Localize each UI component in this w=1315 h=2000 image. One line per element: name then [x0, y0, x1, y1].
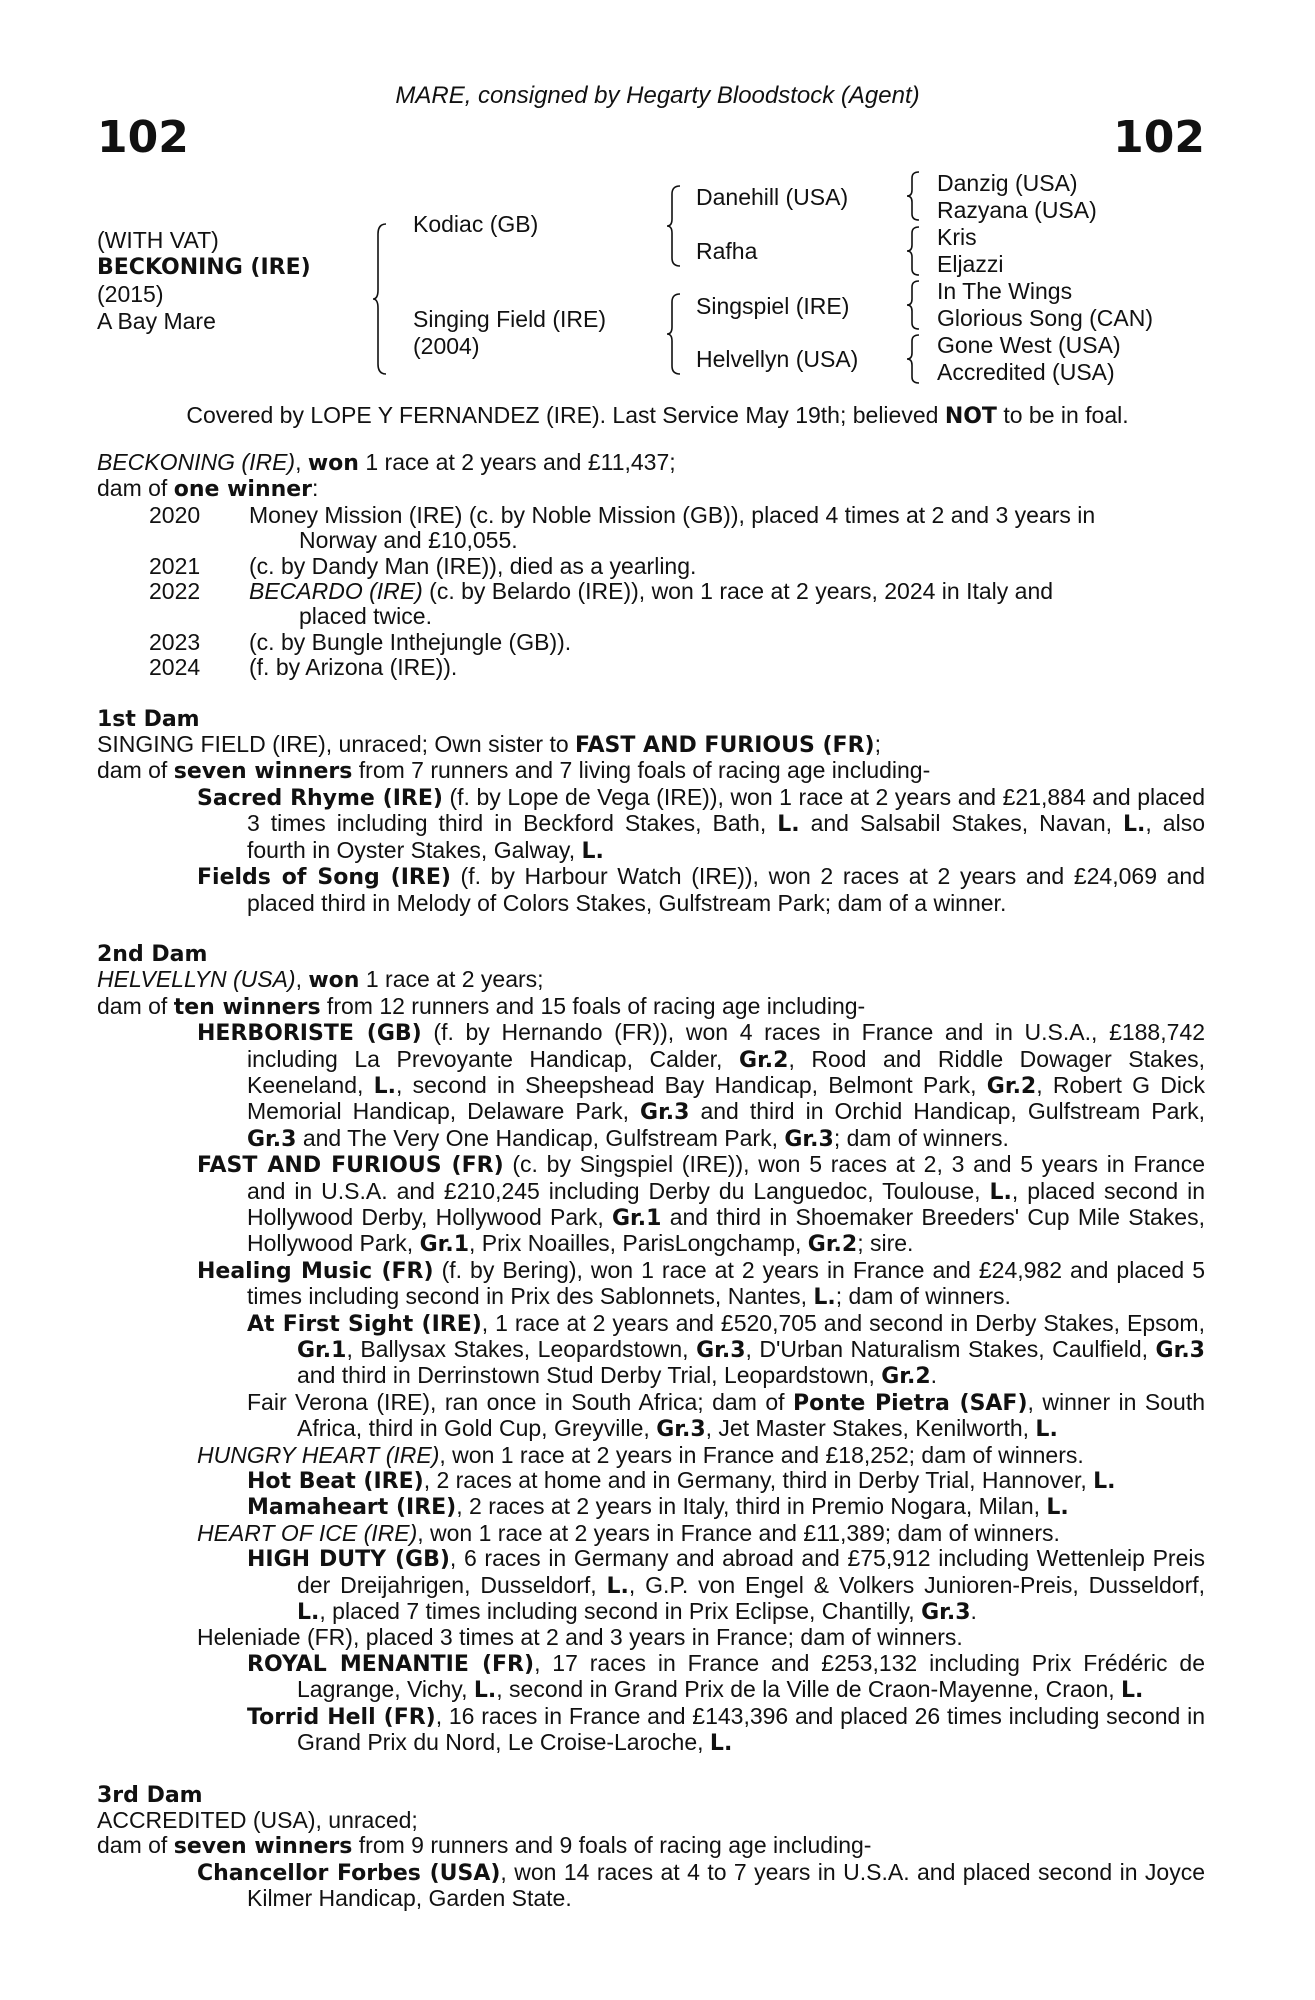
ggp-6: Glorious Song (CAN) [937, 305, 1154, 331]
pedigree-bracket-sire [666, 184, 686, 268]
bracket-g3 [906, 279, 924, 333]
covered-note: Covered by LOPE Y FERNANDEZ (IRE). Last Service May 19th; believed NOT to be in foal. [186, 402, 1129, 429]
first-dam-line: SINGING FIELD (IRE), unraced; Own sister to FAST AND FURIOUS (FR); [97, 731, 881, 759]
produce-entry: Heleniade (FR), placed 3 times at 2 and 3 years in France; dam of winners. [197, 1624, 963, 1651]
pedigree-bracket-main [372, 222, 392, 376]
ggp-7: Gone West (USA) [937, 332, 1121, 358]
produce-entry: Hot Beat (IRE), 2 races at home and in Germany, third in Derby Trial, Hannover, L. [247, 1467, 1116, 1495]
produce-entry: Healing Music (FR) (f. by Bering), won 1 race at 2 years in France and £24,982 and placed 5 times including second in Prix des Sablonnets, Nantes, L.; dam of winners. [197, 1256, 1205, 1311]
dam-dam: Helvellyn (USA) [696, 346, 859, 372]
produce-entry: Chancellor Forbes (USA), won 14 races at 4 to 7 years in U.S.A. and placed second in Joyce Kilmer Handicap, Garden State. [197, 1858, 1205, 1912]
first-dam-heading: 1st Dam [97, 706, 200, 732]
sire-dam: Rafha [696, 238, 758, 264]
bracket-g2 [906, 225, 924, 279]
ggp-3: Kris [937, 224, 977, 250]
second-dam-heading: 2nd Dam [97, 941, 208, 967]
horse-year: (2015) [97, 281, 164, 307]
progeny-row: 2024 (f. by Arizona (IRE)). [149, 654, 458, 681]
second-dam-line: HELVELLYN (USA), won 1 race at 2 years; [97, 966, 544, 994]
third-dam-line: ACCREDITED (USA), unraced; [97, 1806, 418, 1833]
produce-entry: Sacred Rhyme (IRE) (f. by Lope de Vega (IRE)), won 1 race at 2 years and £21,884 and placed 3 times including third in Beckford Stakes, Bath, L. and Salsabil Stakes, Navan, L., also fourth in Oyster Stakes, Galway, L. [197, 783, 1206, 864]
vat-note: (WITH VAT) [97, 227, 219, 253]
produce-entry: HUNGRY HEART (IRE), won 1 race at 2 years in France and £18,252; dam of winners. [197, 1441, 1084, 1468]
pedigree-bracket-dam [666, 292, 686, 376]
ggp-5: In The Wings [937, 278, 1073, 304]
progeny-row: 2021 (c. by Dandy Man (IRE)), died as a yearling. [149, 552, 697, 579]
produce-entry: At First Sight (IRE), 1 race at 2 years and £520,705 and second in Derby Stakes, Epsom, Gr.1, Ballysax Stakes, Leopardstown, Gr.3, D'Urban Naturalism Stakes, Caulfield, Gr.3 and third in Derrinstown Stud Derby Trial, Leopardstown, Gr.2. [247, 1309, 1205, 1390]
catalogue-body [97, 450, 1205, 1912]
progeny-row: 2023 (c. by Bungle Inthejungle (GB)). [149, 628, 572, 655]
produce-entry: Fair Verona (IRE), ran once in South Africa; dam of Ponte Pietra (SAF), winner in South Africa, third in Gold Cup, Greyville, Gr.3, Jet Master Stakes, Kenilworth, L. [247, 1388, 1206, 1443]
horse-description: A Bay Mare [97, 308, 216, 334]
produce-entry: HEART OF ICE (IRE), won 1 race at 2 years in France and £11,389; dam of winners. [197, 1519, 1060, 1546]
dam-sire: Singspiel (IRE) [696, 293, 850, 319]
third-dam-heading: 3rd Dam [97, 1782, 203, 1808]
first-dam-produce: dam of seven winners from 7 runners and 7 living foals of racing age including- [97, 757, 931, 785]
dam-year: (2004) [413, 333, 480, 359]
produce-entry: HERBORISTE (GB) (f. by Hernando (FR)), won 4 races in France and in U.S.A., £188,742 including La Prevoyante Handicap, Calder, Gr.2, Rood and Riddle Dowager Stakes, Keeneland, L., second in Sheepshead Bay Handicap, Belmont Park, Gr.2, Robert G Dick Memorial Handicap, Delaware Park, Gr.3 and third in Orchid Handicap, Gulfstream Park, Gr.3 and The Very One Handicap, Gulfstream Park, Gr.3; dam of winners. [197, 1019, 1205, 1152]
produce-entry: Mamaheart (IRE), 2 races at 2 years in Italy, third in Premio Nogara, Milan, L. [247, 1493, 1069, 1521]
progeny-row: 2022 BECARDO (IRE) (c. by Belardo (IRE)), won 1 race at 2 years, 2024 in Italy and placed twice. [149, 578, 1054, 630]
dam-name-block [413, 306, 606, 360]
ggp-2: Razyana (USA) [937, 197, 1097, 223]
progeny-row: 2020 Money Mission (IRE) (c. by Noble Mission (GB)), placed 4 times at 2 and 3 years in Norway and £10,055. [149, 501, 1096, 554]
horse-name: BECKONING (IRE) [97, 255, 311, 280]
mare-record: BECKONING (IRE), won 1 race at 2 years and £11,437; [97, 449, 676, 476]
produce-entry: ROYAL MENANTIE (FR), 17 races in France and £253,132 including Prix Frédéric de Lagrange, Vichy, L., second in Grand Prix de la Ville de Craon-Mayenne, Craon, L. [247, 1649, 1205, 1704]
ggp-4: Eljazzi [937, 251, 1004, 277]
produce-entry: HIGH DUTY (GB), 6 races in Germany and abroad and £75,912 including Wettenleip Preis der Dreijahrigen, Dusseldorf, L., G.P. von Engel & Volkers Junioren-Preis, Dusseldorf, L., placed 7 times including second in Prix Eclipse, Chantilly, Gr.3. [247, 1545, 1206, 1626]
not-emphasis: NOT [944, 404, 997, 429]
great-grandparents [937, 170, 1153, 386]
produce-entry: FAST AND FURIOUS (FR) (c. by Singspiel (IRE)), won 5 races at 2, 3 and 5 years in France and in U.S.A. and £210,245 including Derby du Languedoc, Toulouse, L., placed second in Hollywood Derby, Hollywood Park, Gr.1 and third in Shoemaker Breeders' Cup Mile Stakes, Hollywood Park, Gr.1, Prix Noailles, ParisLongchamp, Gr.2; sire. [197, 1151, 1206, 1258]
lot-number-right: 102 [1113, 112, 1205, 163]
bracket-g4 [906, 333, 924, 387]
catalogue-subtitle: MARE, consigned by Hegarty Bloodstock (Agent) [395, 82, 920, 109]
sire-name: Kodiac (GB) [413, 211, 539, 237]
third-dam-produce: dam of seven winners from 9 runners and 9 foals of racing age including- [97, 1832, 872, 1860]
sire-sire: Danehill (USA) [696, 184, 849, 210]
produce-entry: Torrid Hell (FR), 16 races in France and £143,396 and placed 26 times including second in Grand Prix du Nord, Le Croise-Laroche, L. [247, 1702, 1205, 1757]
produce-entry: Fields of Song (IRE) (f. by Harbour Watch (IRE)), won 2 races at 2 years and £24,069 and placed third in Melody of Colors Stakes, Gulfstream Park; dam of a winner. [197, 863, 1205, 916]
ggp-8: Accredited (USA) [937, 359, 1115, 385]
horse-identity [97, 227, 311, 335]
ggp-1: Danzig (USA) [937, 170, 1078, 196]
lot-number-left: 102 [97, 112, 189, 163]
second-dam-produce: dam of ten winners from 12 runners and 15 foals of racing age including- [97, 992, 866, 1020]
dam-name: Singing Field (IRE) [413, 306, 607, 332]
mare-dam-of: dam of one winner: [97, 475, 319, 503]
bracket-g1 [906, 170, 924, 224]
